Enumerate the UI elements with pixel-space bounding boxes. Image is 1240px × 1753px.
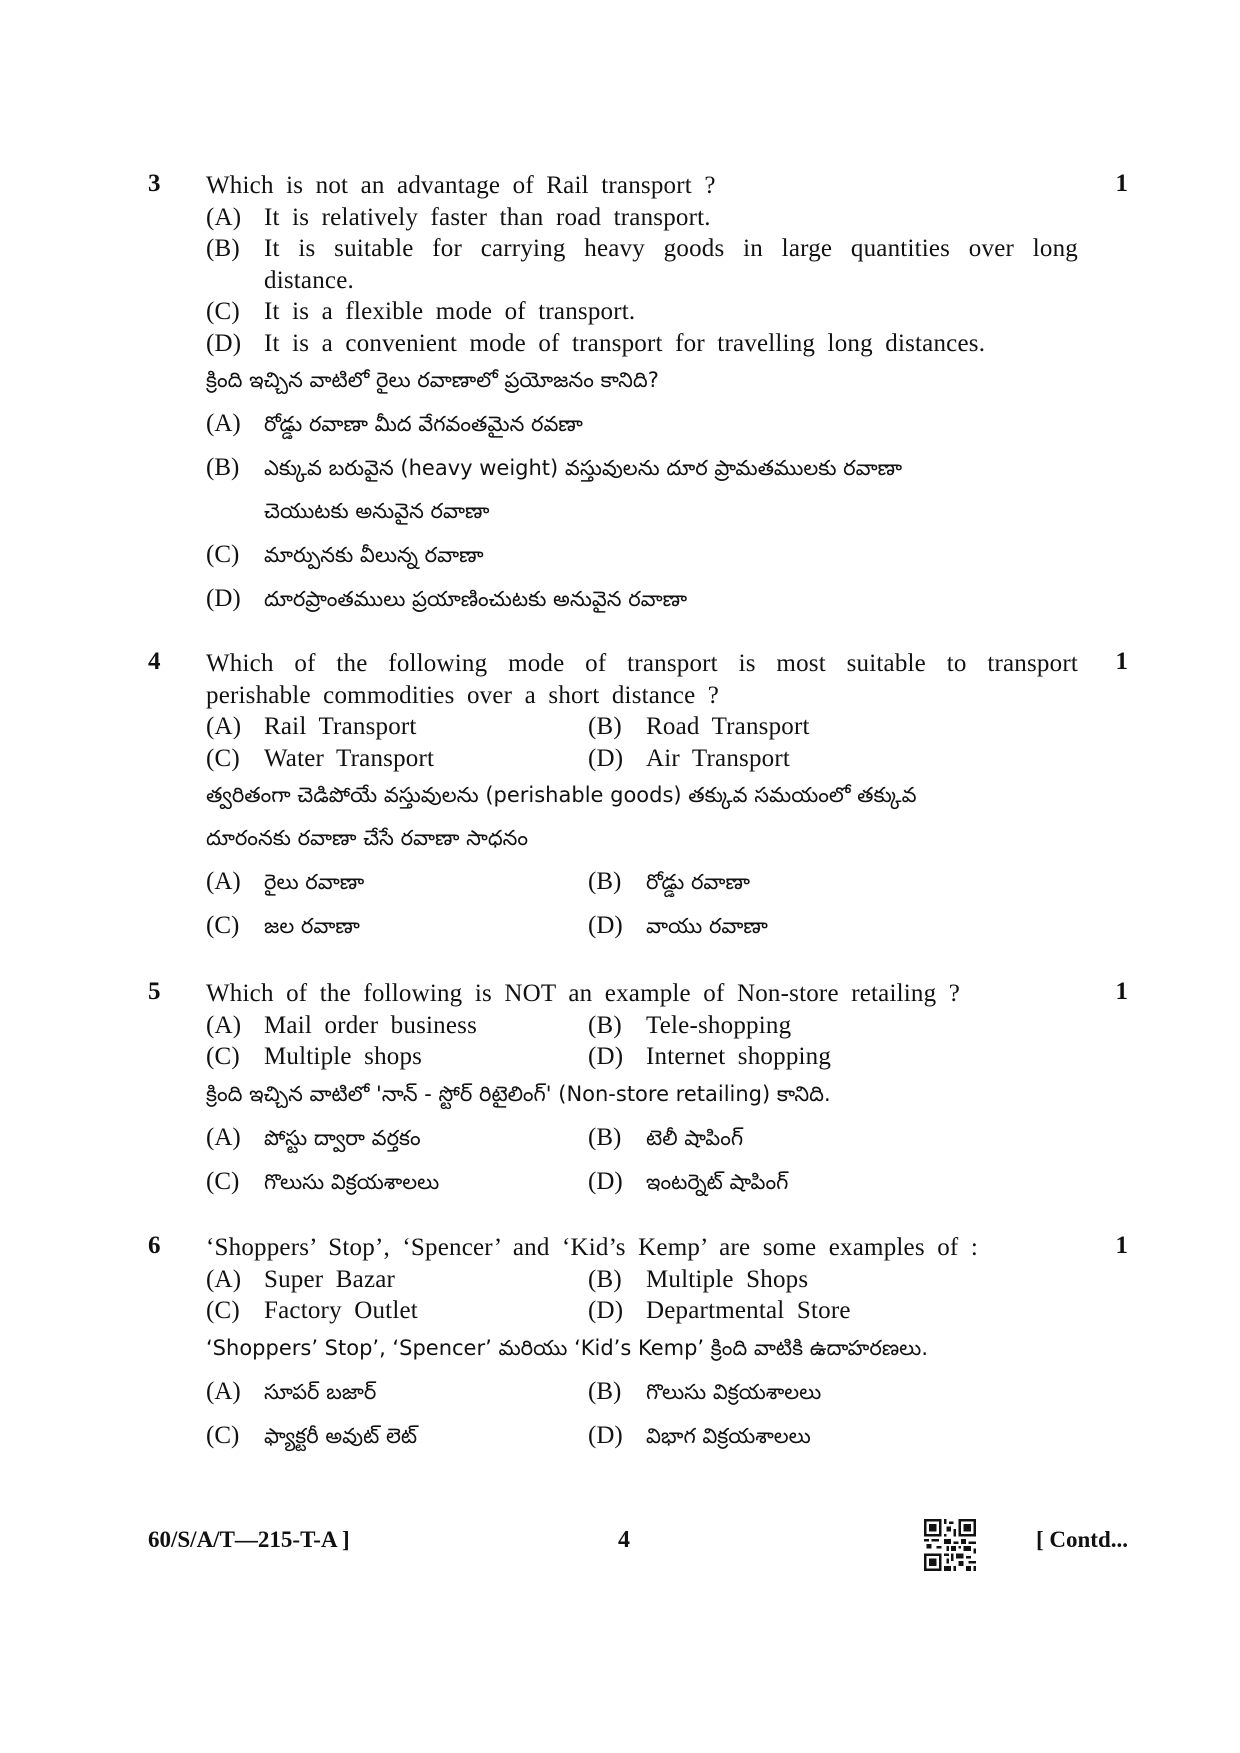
question-text-en: Which of the following mode of transport is most suitable to transport perishable commodities over a short distance ? [206,650,1078,709]
option-te: (A) పోస్టు ద్వారా వర్తకం [206,1123,421,1151]
option-te: (C) ఫ్యాక్టరీ అవుట్ లెట్ [206,1421,418,1449]
question-5 [148,978,1128,1204]
option-te: (B) టెలీ షాపింగ్ [588,1123,744,1151]
option-te: (C) మార్పునకు వీలున్న రవాణా [206,541,484,568]
question-number: 5 [148,978,161,1005]
option-te: (D) ఇంటర్నెట్ షాపింగ్ [588,1167,789,1195]
option-te: (A) సూపర్ బజార్ [206,1377,377,1405]
question-text-en: Which of the following is NOT an example of Non-store retailing ? [206,980,961,1007]
question-number: 4 [148,648,161,675]
question-marks: 1 [1115,1232,1128,1259]
question-number: 3 [148,170,161,197]
options-row [206,1295,1078,1327]
options-row [206,711,1078,743]
option-en: (C) Multiple shops [206,1043,423,1070]
option-en: (C) Factory Outlet [206,1297,418,1324]
question-marks: 1 [1115,170,1128,197]
qr-code-icon [924,1519,976,1571]
option-te: (B) రోడ్డు రవాణా [588,868,750,895]
question-text-en: ‘Shoppers’ Stop’, ‘Spencer’ and ‘Kid’s Kemp’ are some examples of : [206,1234,979,1261]
option-en: (D) Air Transport [588,744,791,772]
option-te: (D) విభాగ విక్రయశాలలు [588,1421,811,1449]
question-6 [148,1232,1128,1458]
options-row [206,1264,1078,1296]
options-row [206,743,1078,775]
option-en: (B) Tele-shopping [588,1011,792,1039]
option-en: (B) Road Transport [588,713,810,740]
question-text-te: క్రింది ఇచ్చిన వాటిలో 'నాన్ - స్టోర్ రిటైలింగ్' (Non-store retailing) కానిది. [206,1081,831,1106]
option-te: (B) ఎక్కువ బరువైన (heavy weight) వస్తువులను దూర ప్రామతములకు రవాణా [206,454,903,481]
option-te: (D) వాయు రవాణా [588,912,768,939]
options-row [206,1414,1078,1458]
options-row [206,1116,1078,1160]
option-en: (D) Departmental Store [588,1297,851,1324]
option-te: (C) జల రవాణా [206,912,360,939]
page-number: 4 [618,1527,630,1553]
option-te-continued: చెయుటకు అనువైన రవాణా [264,499,490,523]
option-en: (D) It is a convenient mode of transport for travelling long distances. [206,329,986,357]
paper-code: 60/S/A/T—215-T-A ] [148,1527,350,1552]
option-en: (D) Internet shopping [588,1043,832,1070]
options-row [206,904,1078,948]
options-row [206,1041,1078,1073]
option-en: (B) Multiple Shops [588,1265,809,1293]
option-te: (B) గొలుసు విక్రయశాలలు [588,1377,822,1405]
question-text-te: త్వరితంగా చెడిపోయే వస్తువులను (perishable goods) తక్కువ సమయంలో తక్కువ [206,783,917,807]
options-row [206,1010,1078,1042]
question-3 [148,170,1128,621]
option-en: (C) Water Transport [206,744,435,772]
question-4 [148,648,1128,948]
options-row [206,860,1078,904]
page-footer [148,1527,1128,1587]
option-en: (C) It is a flexible mode of transport. [206,298,636,325]
continued-label: [ Contd... [1035,1527,1128,1552]
options-row [206,1160,1078,1204]
question-number: 6 [148,1232,161,1259]
option-te: (D) దూరప్రాంతములు ప్రయాణించుటకు అనువైన రవాణా [206,585,688,612]
option-te: (A) రోడ్డు రవాణా మీద వేగవంతమైన రవణా [206,410,583,437]
option-te: (C) గొలుసు విక్రయశాలలు [206,1167,440,1195]
option-en: (B) It is suitable for carrying heavy goods in large quantities over long distance. [206,235,1078,294]
question-text-te: దూరంనకు రవాణా చేసే రవాణా సాధనం [206,826,529,850]
options-row [206,1370,1078,1414]
option-en: (A) Rail Transport [206,713,417,740]
question-text-te: క్రింది ఇచ్చిన వాటిలో రైలు రవాణాలో ప్రయోజనం కానిది? [206,368,659,392]
option-en: (A) Super Bazar [206,1265,396,1293]
option-te: (A) రైలు రవాణా [206,868,365,895]
question-marks: 1 [1115,978,1128,1005]
option-en: (A) It is relatively faster than road transport. [206,203,711,231]
option-en: (A) Mail order business [206,1011,477,1039]
question-text-te: ‘Shoppers’ Stop’, ‘Spencer’ మరియు ‘Kid’s Kemp’ క్రింది వాటికి ఉదాహరణలు. [206,1335,928,1360]
question-text-en: Which is not an advantage of Rail transport ? [206,172,716,199]
question-marks: 1 [1115,648,1128,675]
